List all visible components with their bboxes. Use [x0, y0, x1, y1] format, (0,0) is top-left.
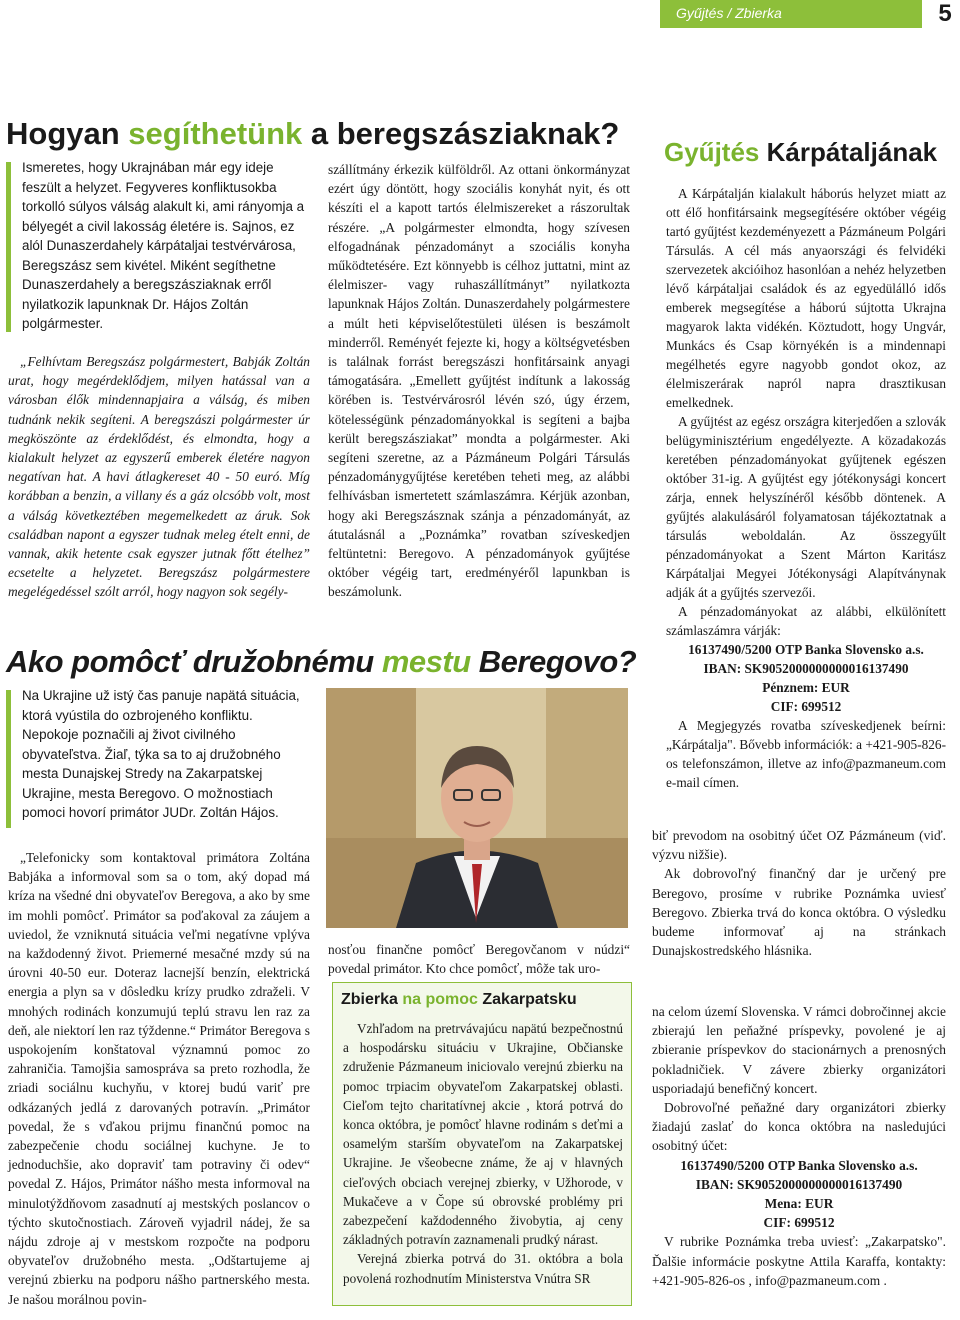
- sk-col2-under-photo: [328, 940, 630, 978]
- sk-box-title-post: Zakarpatsku: [477, 991, 577, 1008]
- sk-sidebar-p3: V rubrike Poznámka treba uviesť: „Zakarpatsko". Ďalšie informácie poskytne Attila Karaffa, kontakty: +421-905-826-os , info@pazmaneum.com .: [652, 1234, 946, 1288]
- hu-sidebar-p2: A gyűjtést az egész országra kiterjedően a szlovák belügyminisztérium engedélyezte. A közadakozás keretében pénzadományokat gyűjtenek egészen október 31-ig. A gyűjtést egy jótékonysági koncert zárja, ennek helyszínéről később döntenek. A gyűjtés alakulásáról folyamatosan tájékoztatnak a társulás weboldalán. Az összegyűlt pénzadományokat a Szent Márton Karitász Kárpátaljai Megyei Jótékonysági Alapítványnak adják át a gyűjtés szervezői.: [666, 414, 946, 600]
- hu-sidebar-acc3: Pénznem: EUR: [762, 680, 850, 695]
- sk-sidebar-p1: na celom území Slovenska. V rámci dobročinnej akcie zbierajú len peňažné príspevky, povolené je aj zbieranie príspevkov do stacionárnych a prenosných pokladničiek. V závere zbierky organizátori usporiadajú benefičný koncert.: [652, 1004, 946, 1096]
- hu-title-accent: segíthetünk: [128, 116, 303, 151]
- sk-sidebar-acc1: 16137490/5200 OTP Banka Slovensko a.s.: [680, 1157, 918, 1173]
- hu-title-pre: Hogyan: [6, 116, 129, 151]
- sk-box-p2: Verejná zbierka potrvá do 31. októbra a bola povolená rozhodnutím Ministerstva Vnútra SR: [343, 1251, 623, 1286]
- hu-sidebar-title: [664, 137, 937, 168]
- hu-sidebar-title-rest: Kárpátaljának: [759, 137, 938, 167]
- sk-article-title: [6, 644, 636, 680]
- sk-sidebar: [652, 1002, 946, 1290]
- hu-sidebar-title-accent: Gyűjtés: [664, 137, 760, 167]
- hu-article-title: [6, 116, 619, 152]
- sk-box-title-pre: Zbierka: [341, 991, 403, 1008]
- hu-col2-text: szállítmány érkezik külföldről. Az ottani önkormányzat ezért úgy döntött, hogy szociális konyhát nyit, és ott készíti el a kapott tartós élelmiszereket a rászorultak részére. „A polgármester elmondta, hogy szívesen elfogadnának pénzadományt a szociális konyha működtetésére. Ezt könnyebb is célhoz juttatni, mint az élelmiszer- vagy ruhaszállítmányt” nyilatkozta lapunknak Hájos Zoltán. Dunaszerdahely polgármestere a múlt heti képviselőtestületi ülésen is beszámolt minderről. Reményét fejezte ki, hogy a költségvetésben is találnak forrást beregszászi honfitársaink anyagi támogatására. „Emellett gyűjtést indítunk a lakosság körében is. Testvérvárosról lévén szó, úgy érzem, kötelességünk pénzadományokkal is segíteni a bajba került beregszásziakat” mondta a polgármester. Aki segíteni szeretne, az a Pázmáneum Polgári Társulás pénzadománygyűjtése keretében teheti meg, az alábbi felhívásban ismertetett számlaszámra. Kérjük azonban, hogy aki Beregszásznak szánja a pénzadományát, az átutalásnál a „Poznámka” rovatban szíveskedjen feltüntetni: Beregovo. A pénzadományok gyűjtése október végéig tart, eredményéről lapunkban is beszámolunk.: [328, 162, 630, 600]
- sk-box-p1: Vzhľadom na pretrvávajúcu napätú bezpečnostnú a hospodársku situáciu v Ukrajine, Občianske združenie Pázmaneum iniciovalo verejnú zbierku na pomoc trpiacim obyvateľom Zakarpatskej oblasti. Cieľom tejto charitatívnej akcie , ktorá potrvá do konca októbra, je pomôcť hlavne rodinám s deťmi a osamelým starším obyvateľom na Zakarpatskej Ukrajine. Je všeobecne známe, že aj v hlavných cieľových obciach verejnej zbierky, v Užhorode, v Mukačeve a v Čope sú obrovské problémy pri zabezpečení každodenného živobytia, aj ceny základných potravín zaznamenali prudký nárast.: [343, 1021, 623, 1248]
- hu-sidebar-p4: A Megjegyzés rovatba szíveskedjenek beírni: „Kárpátalja". Bővebb információk: a +421-905-826-os telefonszámon, illetve az info@pazmaneum.com e-mail címen.: [666, 718, 946, 790]
- sk-col1: [8, 848, 310, 1309]
- sk-sidebar-acc4: CIF: 699512: [763, 1215, 835, 1231]
- sk-sidebar-p2: Dobrovoľné peňažné dary organizátori zbierky žiadajú zaslať do konca októbra na nasledujúci osobitný účet:: [652, 1100, 946, 1154]
- section-label: Gyűjtés / Zbierka: [676, 5, 782, 21]
- sk-lead: Na Ukrajine už istý čas panuje napätá situácia, ktorá vyústila do ozbrojeného konfliktu. Nepokoje poznačili aj život civilného obyvateľstva. Žiaľ, týka sa to aj družobného mesta Dunajskej Stredy na Zakarpatskej Ukrajine, mesta Beregovo. O možnostiach pomoci hovorí primátor JUDr. Zoltán Hájos.: [22, 688, 300, 820]
- hu-sidebar-acc1: 16137490/5200 OTP Banka Slovensko a.s.: [688, 642, 924, 657]
- sk-col1-text: „Telefonicky som kontaktoval primátora Zoltána Babjáka a informoval som sa o tom, aký dopad má kríza na všedné dni obyvateľov Beregova, a ako by sme im mohli pomôcť. Primátor sa poďakoval za záujem a uviedol, že vzniknutá situácia veľmi negatívne vplýva na každodenný život. Priemerné mesačné mzdy sú na úrovni 40-50 eur. Doteraz lacnejší benzín, elektrická energia a plyn sa v dôsledku krízy prudko zdraželi. V mnohých rodinách konzumujú teplú stravu len raz za deň, ale niektorí len raz týždenne.“ Primátor Beregova s uspokojením konštatoval významnú pomoc zo zahraničia. Tamojšia samospráva sa preto rozhodla, že zriadi sociálnu kuchyňu, v ktorej budú variť pre odkázaných jedlá z darovaných potravín. „Primátor povedal, že s vďakou prijmu finančnú pomoc na zabezpečenie chodu sociálnej kuchyne. Je to jednoduchšie, ako dopraviť tam potraviny či odev“ povedal Z. Hájos, Primátor nášho mesta informoval na minulotýždňovom zasadnutí aj mestských poslancov o týchto skutočnostiach. Zároveň vyjadril nádej, že sa nájdu zdroje aj v mestskom rozpočte na podporu obyvateľov družobného mesta. „Odštartujeme aj verejnú zbierku na podporu nášho partnerského mesta. Je našou morálnou povin-: [8, 850, 310, 1307]
- sk-lead-bar: [6, 690, 11, 828]
- hu-sidebar-acc4: CIF: 699512: [770, 699, 842, 714]
- hu-col1: [8, 352, 310, 602]
- sk-title-accent: mestu: [381, 644, 471, 679]
- sk-sidebar-acc2: IBAN: SK9052000000000016137490: [695, 1176, 903, 1192]
- sk-col3: [652, 826, 946, 960]
- sk-box-title: [341, 991, 577, 1009]
- sk-box-title-accent: na pomoc: [402, 991, 478, 1008]
- sk-box-body: [343, 1019, 623, 1288]
- hu-col1-text: „Felhívtam Beregszász polgármestert, Babják Zoltán urat, hogy megérdeklődjem, milyen hatással van a városban élők mindennapjaira a válság, és miben tudnánk nekik segíteni. A beregszászi polgármester úr megköszönte az érdeklődést, és elmondta, hogy a kialakult helyzet az egyszerű emberek életére nagyon negatívan hat. A havi átlagkereset 40 - 50 euró. Míg korábban a benzin, a villany és a gáz olcsóbb volt, most a válság következtében megemelkedett az áruk. Sok családban napont a egyszer tudnak meleg ételt enni, de vannak, akik hetente csak egyszer jutnak főtt ételhez” ecsetelte a helyzetet. Beregszász polgármestere megelégedéssel szólt arról, hogy nagyon sok segély-: [8, 354, 310, 600]
- sk-col3-p2: Ak dobrovoľný finančný dar je určený pre Beregovo, prosíme v rubrike Poznámka uviesť Beregovo. Zbierka trvá do konca októbra. O výsledku budeme informovať aj na stránkach Dunajskostredského hlásnika.: [652, 866, 946, 959]
- hu-title-post: a beregszásziaknak?: [302, 116, 620, 151]
- sk-col3-top: biť prevodom na osobitný účet OZ Pázmáneum (viď. výzvu nižšie).: [652, 828, 946, 863]
- page-number: 5: [938, 0, 952, 27]
- sk-col2-under-photo-text: nosťou finančne pomôcť Beregovčanom v núdzi“ povedal primátor. Kto chce pomôcť, môže tak uro-: [328, 942, 630, 977]
- mayor-portrait-illustration: [326, 688, 628, 928]
- sk-title-pre: Ako pomôcť družobnému: [6, 644, 382, 679]
- hu-sidebar-p3: A pénzadományokat az alábbi, elkülönített számlaszámra várják:: [666, 604, 946, 638]
- sk-collection-box: [332, 982, 632, 1306]
- hu-lead-bar: [6, 162, 11, 332]
- sk-title-post: Beregovo?: [470, 644, 637, 679]
- mayor-photo: [326, 688, 628, 928]
- sk-sidebar-acc3: Mena: EUR: [764, 1196, 834, 1212]
- hu-sidebar-acc2: IBAN: SK9052000000000016137490: [703, 661, 909, 676]
- hu-sidebar-p1: A Kárpátalján kialakult háborús helyzet miatt az ott élő honfitársaink megsegítésére október végéig tartó gyűjtést kezdeményezett a Pázmáneum Polgári Társulás. A cél más anyaországi és felvidéki szervezetek akcióihoz hasonlóan a nehéz helyzetben lévő kárpátaljai családok és az egyedülálló idős emberek megsegítése a háború sújtotta Ukrajna magyarok lakta vidékén. Köztudott, hogy Ungvár, Munkács és Csap környékén is a mindennapi megélhetés egyre nagyobb gondot okoz, az élelmiszerárak napról napra drasztikusan emelkednek.: [666, 186, 946, 410]
- hu-sidebar-body: [666, 184, 946, 792]
- hu-lead: Ismeretes, hogy Ukrajnában már egy ideje feszült a helyzet. Fegyveres konfliktusokba torkolló súlyos válság alakult ki, ami rányomja a bélyegét a civil lakosság életére is. Sajnos, ez alól Dunaszerdahely kárpátaljai testvérvárosa, Beregszász sem kivétel. Miként segíthetne Dunaszerdahely a beregszásziaknak erről nyilatkozik lapunknak Dr. Hájos Zoltán polgármester.: [22, 160, 305, 331]
- hu-col2: [328, 160, 630, 602]
